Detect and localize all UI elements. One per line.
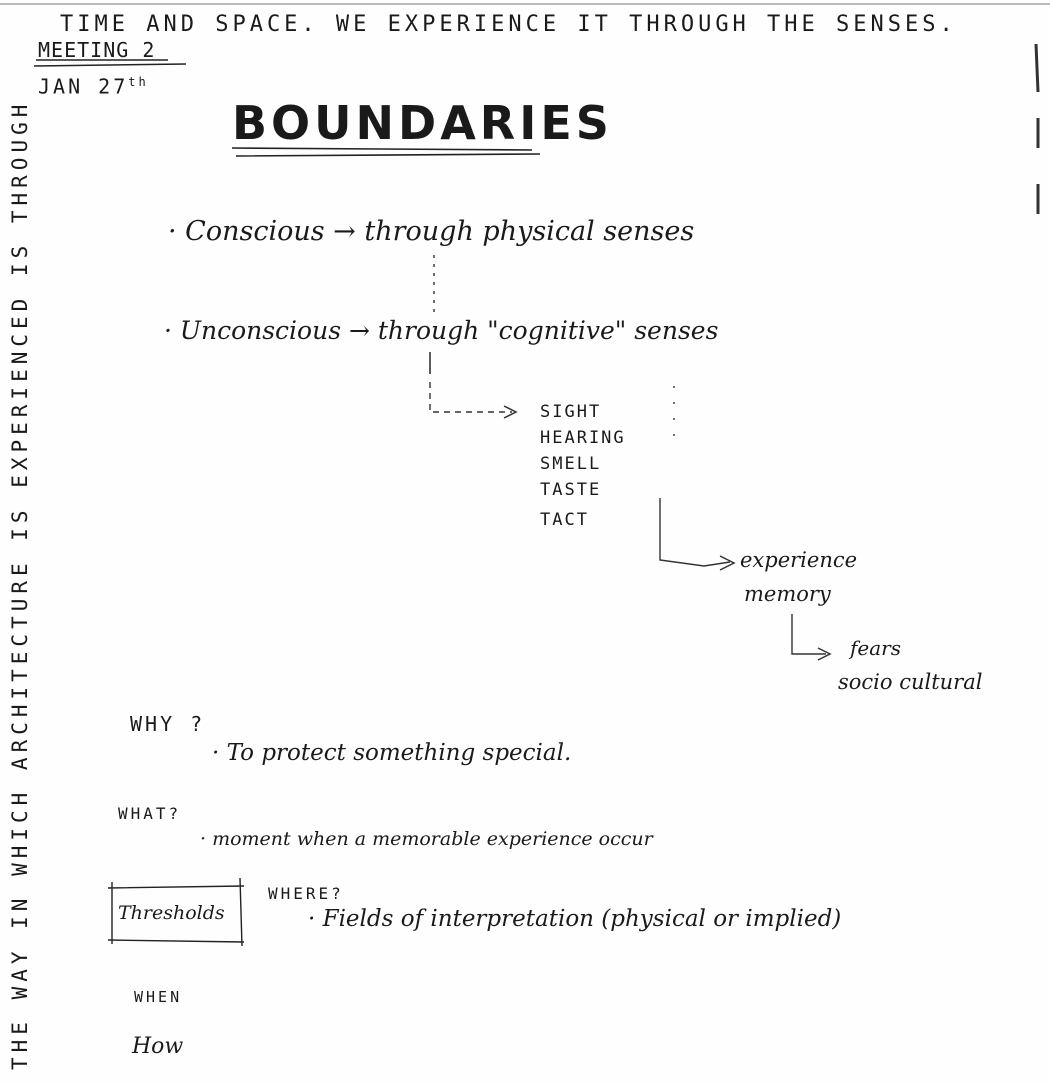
where-answer: · Fields of interpretation (physical or implied)	[308, 906, 842, 932]
note-experience: experience	[740, 548, 858, 572]
what-label: WHAT?	[118, 804, 182, 823]
where-label: WHERE?	[268, 884, 344, 903]
arrow-head	[720, 556, 734, 570]
arrow-head	[504, 406, 516, 418]
note-conscious: · Conscious → through physical senses	[168, 216, 695, 247]
connector-line	[660, 498, 730, 566]
what-answer: · moment when a memorable experience occur	[200, 828, 653, 850]
connector-line	[792, 614, 826, 654]
note-unconscious: · Unconscious → through "cognitive" senses	[164, 316, 719, 345]
meeting-text: MEETING 2	[38, 38, 156, 62]
date-suffix: th	[128, 75, 149, 89]
why-label: WHY ?	[130, 712, 206, 736]
meeting-label	[38, 40, 155, 60]
note-socio-cultural: socio cultural	[838, 670, 983, 694]
sense-item: SMELL	[540, 454, 602, 474]
sense-item: HEARING	[540, 428, 626, 448]
date-text: JAN 27	[38, 74, 129, 99]
dashed-arrow	[430, 382, 512, 412]
sense-item: TACT	[540, 510, 589, 530]
sense-item: SIGHT	[540, 402, 602, 422]
when-label: WHEN	[134, 988, 183, 1006]
page-title: BOUNDARIES	[232, 96, 613, 150]
scan-edge-right	[1036, 44, 1038, 92]
sense-item: TASTE	[540, 480, 602, 500]
how-label: How	[132, 1034, 184, 1059]
meeting-underline	[34, 64, 186, 66]
date-label	[38, 76, 149, 97]
note-fears: fears	[850, 636, 901, 660]
arrow-head	[818, 648, 830, 660]
thresholds-label: Thresholds	[118, 902, 225, 924]
why-answer: · To protect something special.	[212, 740, 572, 766]
margin-note: THE WAY IN WHICH ARCHITECTURE IS EXPERIENCED IS THROUGH	[8, 99, 32, 1070]
note-memory: memory	[744, 582, 831, 606]
top-line-text: TIME AND SPACE. WE EXPERIENCE IT THROUGH THE SENSES.	[60, 12, 957, 37]
